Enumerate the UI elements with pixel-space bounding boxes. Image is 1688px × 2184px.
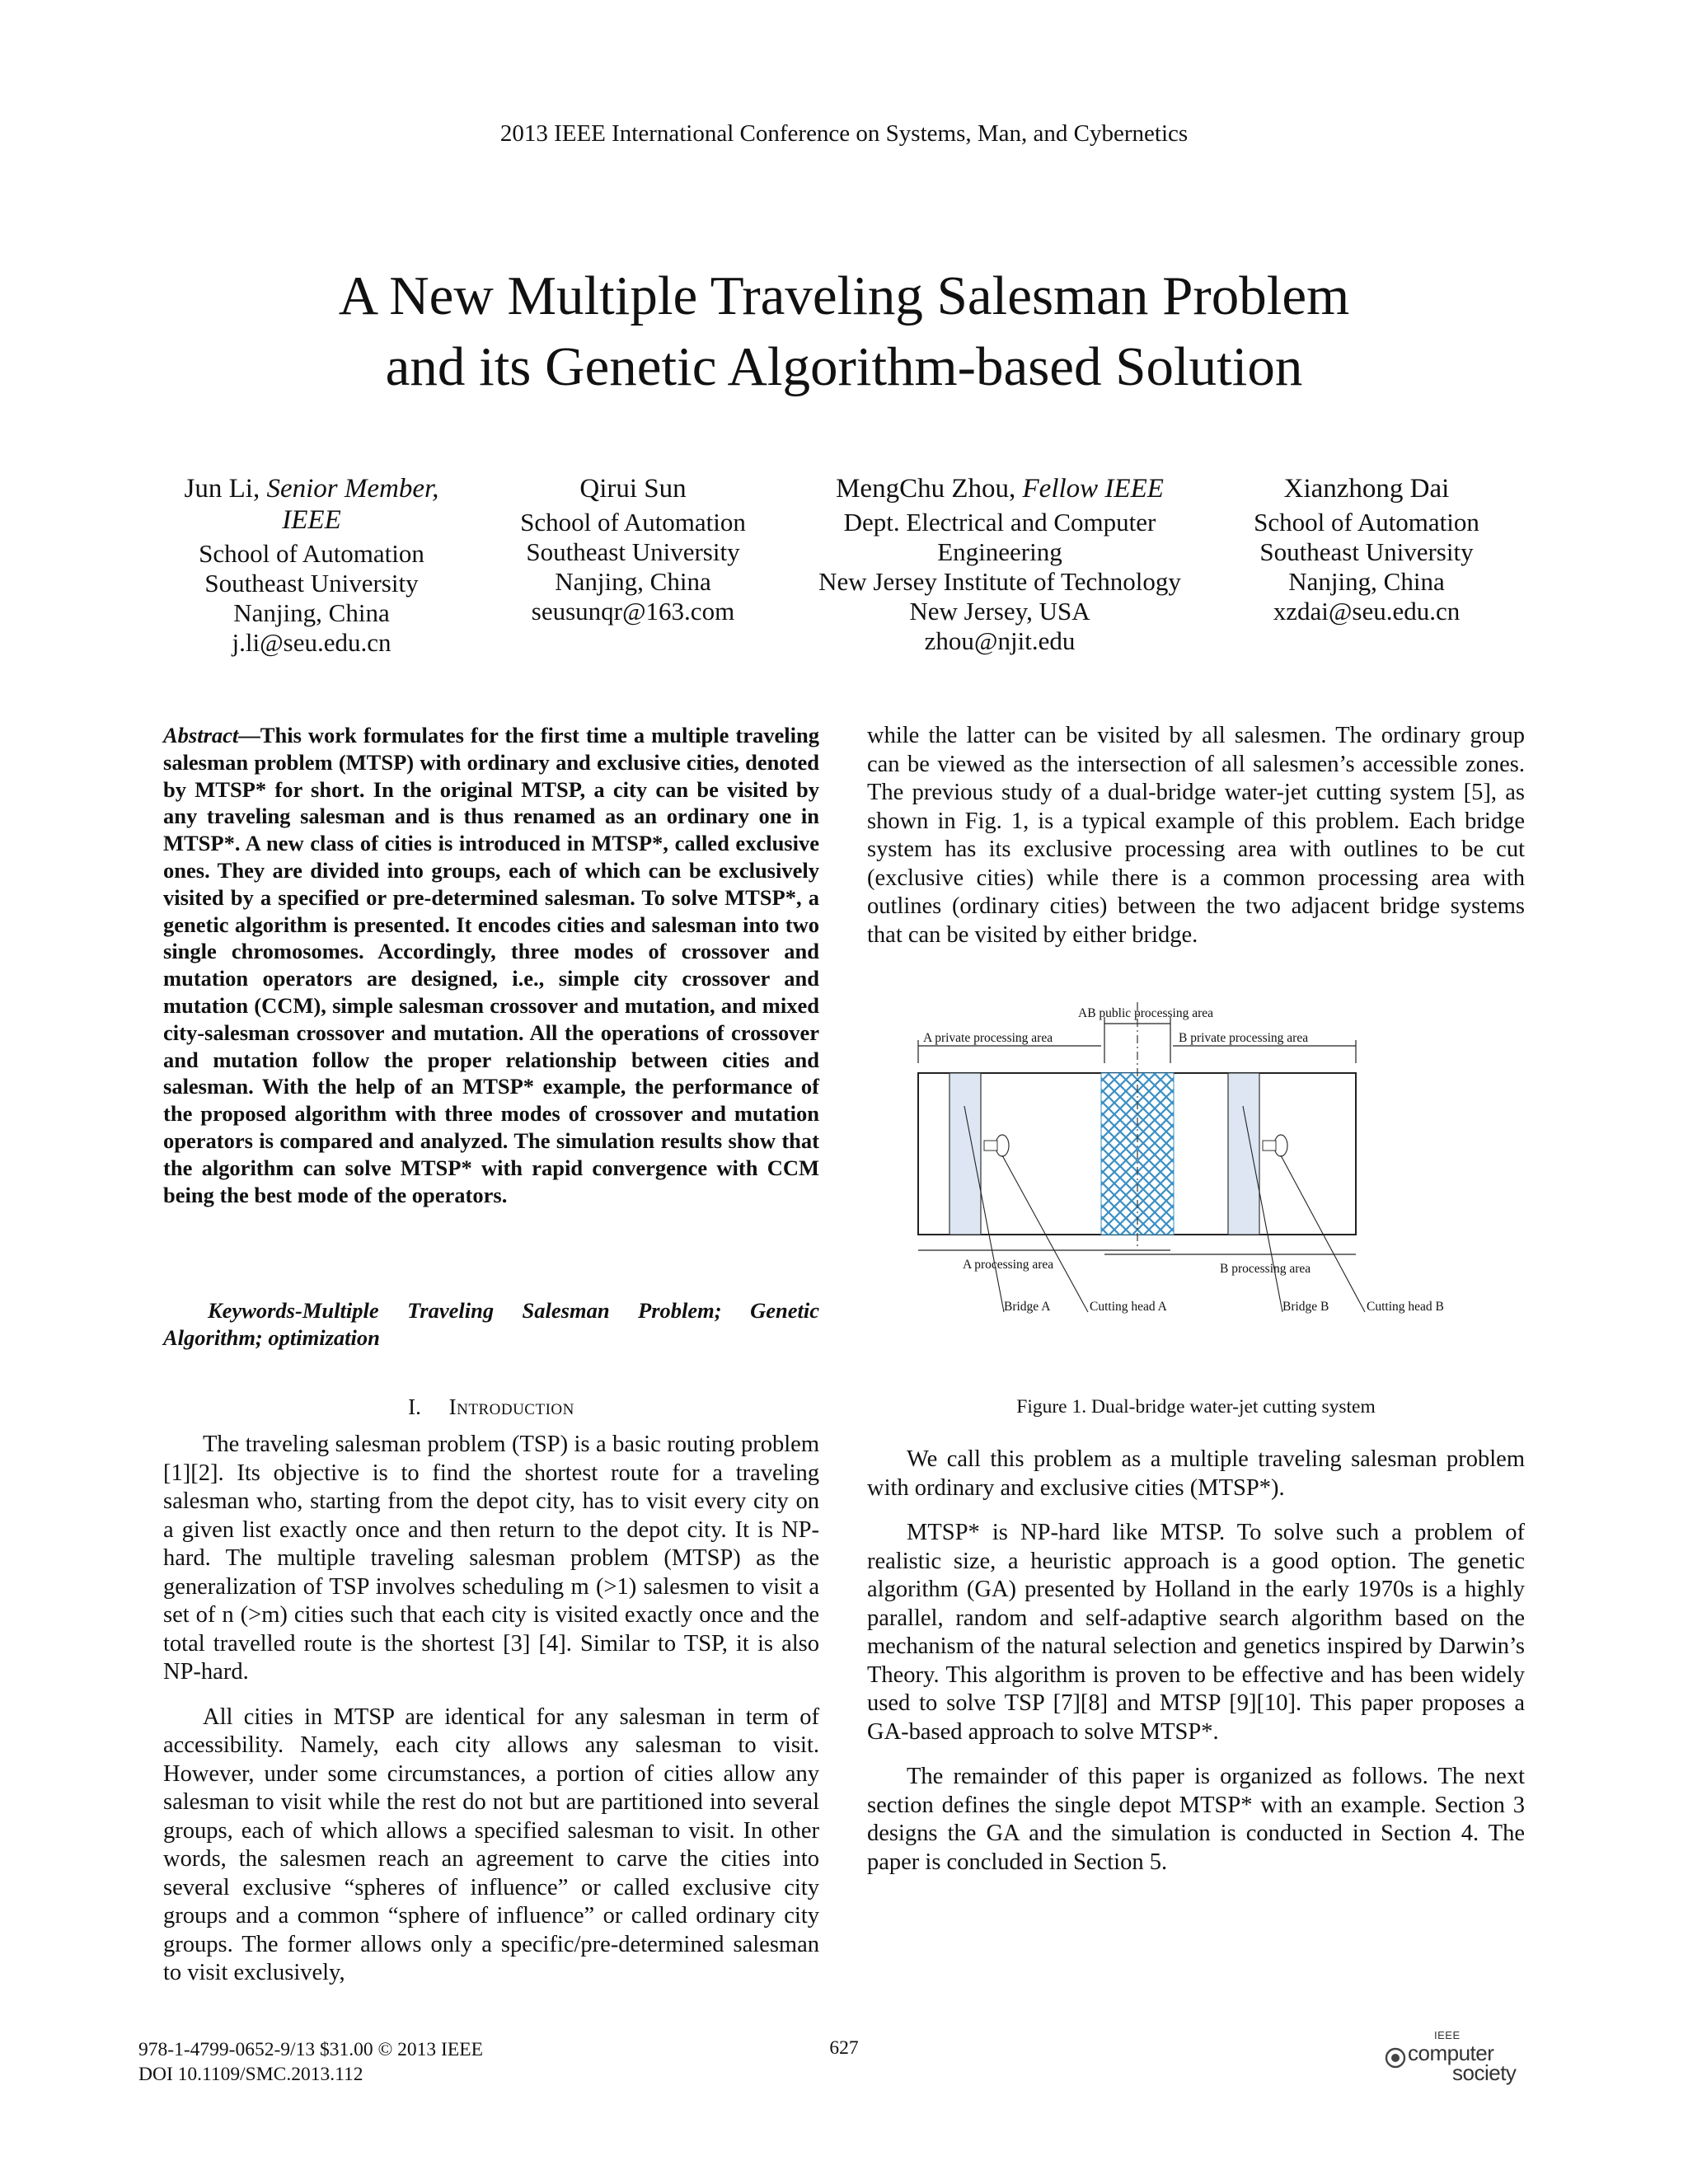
author-email: zhou@njit.edu <box>924 626 1076 655</box>
author-affil: Nanjing, China <box>233 598 390 627</box>
paragraph: We call this problem as a multiple traveling salesman problem with ordinary and exclusive cities (MTSP*). <box>867 1446 1525 1501</box>
ieee-computer-society-logo <box>1378 2029 1526 2087</box>
logo-computer-text: computer <box>1408 2041 1494 2065</box>
footer-doi: DOI 10.1109/SMC.2013.112 <box>138 2064 363 2085</box>
section-title: Introduction <box>448 1394 574 1419</box>
footer-isbn: 978-1-4799-0652-9/13 $31.00 © 2013 IEEE <box>138 2039 483 2060</box>
author-affil: Dept. Electrical and Computer <box>843 508 1156 537</box>
author-affil: Nanjing, China <box>555 567 711 596</box>
author-block-3 <box>798 473 1202 656</box>
computer-society-icon <box>1385 2047 1406 2069</box>
author-email: seusunqr@163.com <box>531 597 735 626</box>
author-affil: Southeast University <box>1259 537 1474 566</box>
keywords: Keywords-Multiple Traveling Salesman Problem; Genetic Algorithm; optimization <box>163 1298 819 1350</box>
author-affil: Southeast University <box>204 569 419 598</box>
a-area-label: A processing area <box>963 1258 1054 1272</box>
author-affil: New Jersey Institute of Technology <box>818 567 1181 596</box>
bridge-b <box>1228 1073 1259 1235</box>
section-number: I. <box>408 1394 421 1419</box>
author-affil: School of Automation <box>199 539 424 568</box>
paper-title <box>0 260 1688 402</box>
ab-public-label: AB public processing area <box>1078 1006 1213 1020</box>
b-private-label: B private processing area <box>1179 1031 1309 1045</box>
author-affil: New Jersey, USA <box>909 597 1090 626</box>
paragraph: The remainder of this paper is organized as follows. The next section defines the single depot MTSP* with an example. Section 3 designs the GA and the simulation is conducted in Section 4. The paper is concluded in Section 5. <box>867 1764 1525 1875</box>
author-block-1 <box>163 473 460 658</box>
bridge-a <box>950 1073 981 1235</box>
paragraph: MTSP* is NP-hard like MTSP. To solve such a problem of realistic size, a heuristic approach is a good option. The genetic algorithm (GA) presented by Holland in the early 1970s is a highly parallel, random and self-adaptive search algorithm based on the mechanism of the natural selection and genetics inspired by Darwin’s Theory. This algorithm is proven to be effective and has been widely used to solve TSP [7][8] and MTSP [9][10]. This paper proposes a GA-based approach to solve MTSP*. <box>867 1520 1525 1745</box>
author-role: Fellow IEEE <box>1022 474 1164 504</box>
abstract-lead: Abstract <box>163 723 239 748</box>
author-email: j.li@seu.edu.cn <box>232 628 392 657</box>
cutting-head-b-label: Cutting head B <box>1367 1300 1444 1314</box>
abstract-text: —This work formulates for the first time a multiple traveling salesman problem (MTSP) with ordinary and exclusive cities, denoted by MTSP* for short. In the original MTSP, a city can be visited by any traveling salesman and is thus renamed as an ordinary one in MTSP*. A new class of cities is introduced in MTSP*, called exclusive ones. They are divided into groups, each of which can be exclusively visited by a specified or pre-determined salesman. To solve MTSP*, a genetic algorithm is presented. It encodes cities and salesman into two single chromosomes. Accordingly, three modes of crossover and mutation operators are designed, i.e., simple city crossover and mutation (CCM), simple salesman crossover and mutation, and mixed city-salesman crossover and mutation. All the operations of crossover and mutation follow the proper relationship between cities and salesman. With the help of an MTSP* example, the performance of the proposed algorithm with three modes of crossover and mutation operators is compared and analyzed. The simulation results show that the algorithm can solve MTSP* with rapid convergence with CCM being the best mode of the operators. <box>163 723 819 1207</box>
logo-ieee-text: IEEE <box>1434 2029 1461 2041</box>
title-line-2: and its Genetic Algorithm-based Solution <box>385 336 1303 397</box>
author-affil: Nanjing, China <box>1288 567 1445 596</box>
author-name: Xianzhong Dai <box>1283 474 1450 504</box>
author-name: Jun Li, <box>184 474 260 504</box>
author-block-2 <box>501 473 765 626</box>
author-name: Qirui Sun <box>579 474 687 504</box>
logo-society-text: society <box>1452 2060 1517 2085</box>
title-line-1: A New Multiple Traveling Salesman Problem <box>338 265 1350 326</box>
author-affil: Engineering <box>937 537 1062 566</box>
cutting-head-a-label: Cutting head A <box>1090 1300 1167 1314</box>
b-area-label: B processing area <box>1220 1262 1311 1276</box>
introduction-text <box>163 1431 819 2004</box>
paragraph: All cities in MTSP are identical for any salesman in term of accessibility. Namely, each city allows any salesman to visit. However, under some circumstances, a portion of cities allow any salesman to visit while the rest do not but are partitioned into several groups, each of which allows a specified salesman to visit. In other words, the salesmen reach an agreement to carve the cities into several exclusive “spheres of influence” or called exclusive city groups and a common “sphere of influence” or called ordinary city groups. The former allows only a specific/pre-determined salesman to visit exclusively, <box>163 1704 819 1985</box>
author-block-4 <box>1235 473 1498 626</box>
author-affil: School of Automation <box>1254 508 1479 537</box>
a-private-label: A private processing area <box>923 1031 1053 1045</box>
bridge-a-label: Bridge A <box>1004 1300 1051 1314</box>
author-affil: Southeast University <box>526 537 740 566</box>
paragraph: while the latter can be visited by all salesmen. The ordinary group can be viewed as the intersection of all salesmen’s accessible zones. The previous study of a dual-bridge water-jet cutting system [5], as shown in Fig. 1, is a typical example of this problem. Each bridge system has its exclusive processing area with outlines to be cut (exclusive cities) while there is a common processing area with outlines (ordinary cities) between the two adjacent bridge systems that can be visited by either bridge. <box>867 723 1525 948</box>
figure-caption: Figure 1. Dual-bridge water-jet cutting system <box>1016 1396 1376 1418</box>
author-role: Senior Member, IEEE <box>266 474 439 535</box>
page-number: 627 <box>829 2037 859 2059</box>
bridge-b-label: Bridge B <box>1282 1300 1329 1314</box>
abstract <box>163 722 819 1208</box>
figure-1-diagram <box>907 999 1484 1386</box>
author-email: xzdai@seu.edu.cn <box>1273 597 1461 626</box>
section-heading <box>163 1394 819 1420</box>
paragraph: The traveling salesman problem (TSP) is a basic routing problem [1][2]. Its objective is to find the shortest route for a traveling salesman who, starting from the depot city, has to visit every city on a given list exactly once and then return to the depot city. It is NP-hard. The multiple traveling salesman problem (MTSP) as the generalization of TSP involves scheduling m (>1) salesmen to visit a set of n (>m) cities such that each city is visited exactly once and the total travelled route is the shortest [3] [4]. Similar to TSP, it is also NP-hard. <box>163 1432 819 1685</box>
right-column-bottom <box>867 1446 1525 1893</box>
right-column-top <box>867 722 1525 949</box>
author-affil: School of Automation <box>520 508 746 537</box>
conference-header: 2013 IEEE International Conference on Systems, Man, and Cybernetics <box>499 120 1189 147</box>
author-name: MengChu Zhou, <box>836 474 1016 504</box>
